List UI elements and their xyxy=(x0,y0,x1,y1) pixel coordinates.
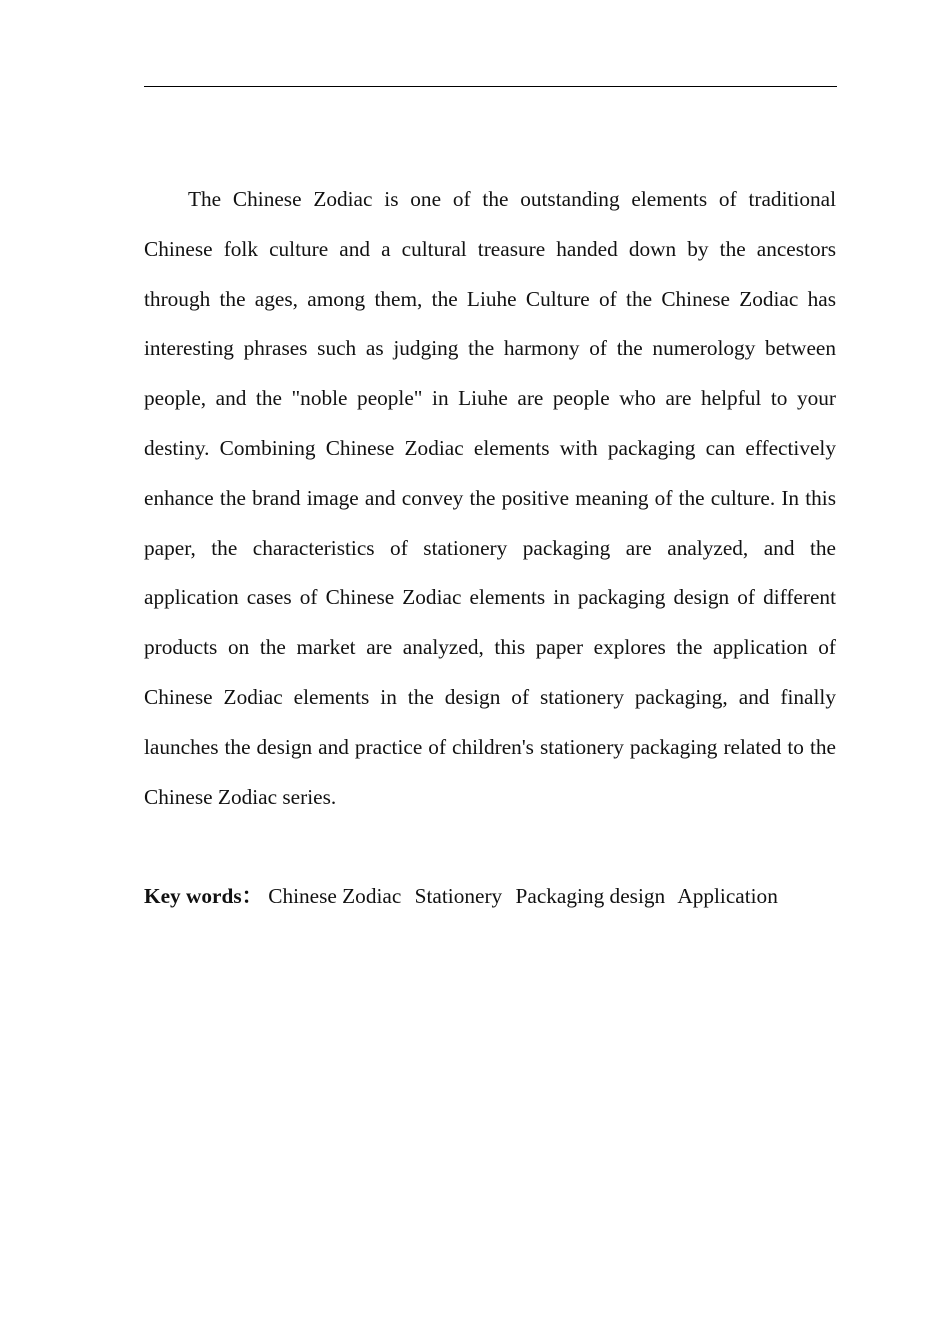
keyword-term: Stationery xyxy=(414,884,503,908)
keyword-term: Packaging design xyxy=(515,884,666,908)
abstract-paragraph: The Chinese Zodiac is one of the outstanding elements of traditional Chinese folk culture and a cultural treasure handed down by the ancestors through the ages, among them, the Liuhe Culture of the Chinese Zodiac has interesting phrases such as judging the harmony of the numerology between people, and the "noble people" in Liuhe are people who are helpful to your destiny. Combining Chinese Zodiac elements with packaging can effectively enhance the brand image and convey the positive meaning of the culture. In this paper, the characteristics of stationery packaging are analyzed, and the application cases of Chinese Zodiac elements in packaging design of different products on the market are analyzed, this paper explores the application of Chinese Zodiac elements in the design of stationery packaging, and finally launches the design and practice of children's stationery packaging related to the Chinese Zodiac series. xyxy=(144,187,836,809)
keyword-term: Chinese Zodiac xyxy=(268,884,402,908)
keywords-label: Key words： xyxy=(144,884,263,908)
keywords-line xyxy=(144,872,836,922)
keyword-term: Application xyxy=(677,884,778,908)
header-rule xyxy=(144,86,837,87)
